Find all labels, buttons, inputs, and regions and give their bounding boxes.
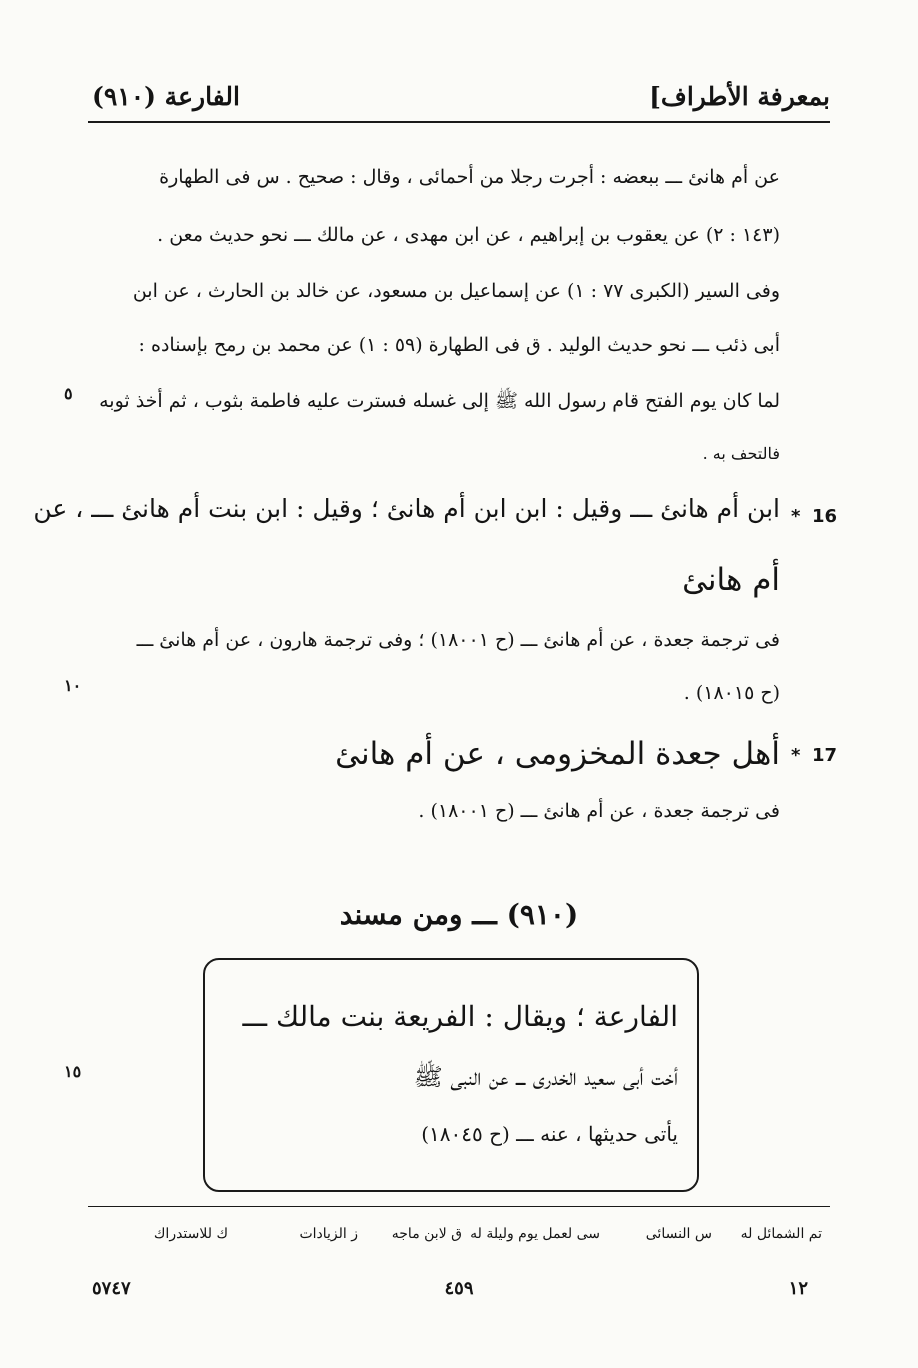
- entry-number: 16: [812, 506, 838, 527]
- entry-title-continued: أم هانئ: [682, 562, 780, 598]
- entry-number: 17: [812, 745, 838, 766]
- entry-title: أهل جعدة المخزومى ، عن أم هانئ: [335, 736, 780, 772]
- entry-title: ابن أم هانئ ـــ وقيل : ابن ابن أم هانئ ؛ وقيل : ابن بنت أم هانئ ـــ ، عن: [33, 494, 780, 523]
- running-header-right: بمعرفة الأطراف]: [649, 82, 830, 111]
- margin-line-number: ٥: [64, 384, 73, 403]
- paragraph-line: وفى السير (الكبرى ٧٧ : ١) عن إسماعيل بن مسعود، عن خالد بن الحارث ، عن ابن: [132, 280, 780, 302]
- musnad-box-line: يأتى حديثها ، عنه ـــ (ح ١٨٠٤٥): [421, 1122, 678, 1146]
- footnote-abbreviation: ق لابن ماجه: [391, 1226, 462, 1242]
- entry-star: *: [791, 745, 801, 766]
- footnote-rule: [88, 1206, 830, 1207]
- hadith-range-number: ٥٧٤٧: [92, 1278, 131, 1299]
- paragraph-line: لما كان يوم الفتح قام رسول الله ﷺ إلى غسله فسترت عليه فاطمة بثوب ، ثم أخذ ثوبه: [99, 390, 780, 412]
- paragraph-line: أبى ذئب ـــ نحو حديث الوليد . ق فى الطهارة (٥٩ : ١) عن محمد بن رمح بإسناده :: [138, 334, 780, 356]
- entry-reference-line: فى ترجمة جعدة ، عن أم هانئ ـــ (ح ١٨٠٠١) ؛ وفى ترجمة هارون ، عن أم هانئ ـــ: [136, 629, 780, 651]
- entry-star: *: [791, 506, 801, 527]
- entry-reference-line: فى ترجمة جعدة ، عن أم هانئ ـــ (ح ١٨٠٠١) .: [418, 800, 780, 822]
- section-heading: (٩١٠) ـــ ومن مسند: [339, 898, 579, 931]
- footnote-abbreviation: سى لعمل يوم وليلة له: [470, 1226, 600, 1242]
- musnad-box-title: الفارعة ؛ ويقال : الفريعة بنت مالك ـــ: [242, 1000, 678, 1033]
- page-number: ٤٥٩: [444, 1278, 474, 1299]
- paragraph-line: عن أم هانئ ـــ ببعضه : أجرت رجلا من أحمائى ، وقال : صحيح . س فى الطهارة: [159, 166, 780, 188]
- footnote-abbreviation: ز الزيادات: [299, 1226, 358, 1242]
- running-header-left: الفارعة (٩١٠): [92, 82, 240, 111]
- margin-line-number: ١٥: [64, 1062, 82, 1081]
- entry-reference-line: (ح ١٨٠١٥) .: [683, 682, 780, 704]
- footnote-abbreviation: ك للاستدراك: [153, 1226, 228, 1242]
- header-rule: [88, 121, 830, 123]
- paragraph-line: (١٤٣ : ٢) عن يعقوب بن إبراهيم ، عن ابن مهدى ، عن مالك ـــ نحو حديث معن .: [157, 224, 780, 246]
- footnote-abbreviation: تم الشمائل له: [740, 1226, 822, 1242]
- margin-line-number: ١٠: [64, 676, 82, 695]
- volume-number: ١٢: [788, 1278, 808, 1299]
- musnad-box-line: أخت أبى سعيد الخدرى ـــ عن النبى ﷺ: [413, 1063, 678, 1091]
- footnote-abbreviation: س النسائى: [645, 1226, 712, 1242]
- paragraph-line: فالتحف به .: [702, 444, 780, 463]
